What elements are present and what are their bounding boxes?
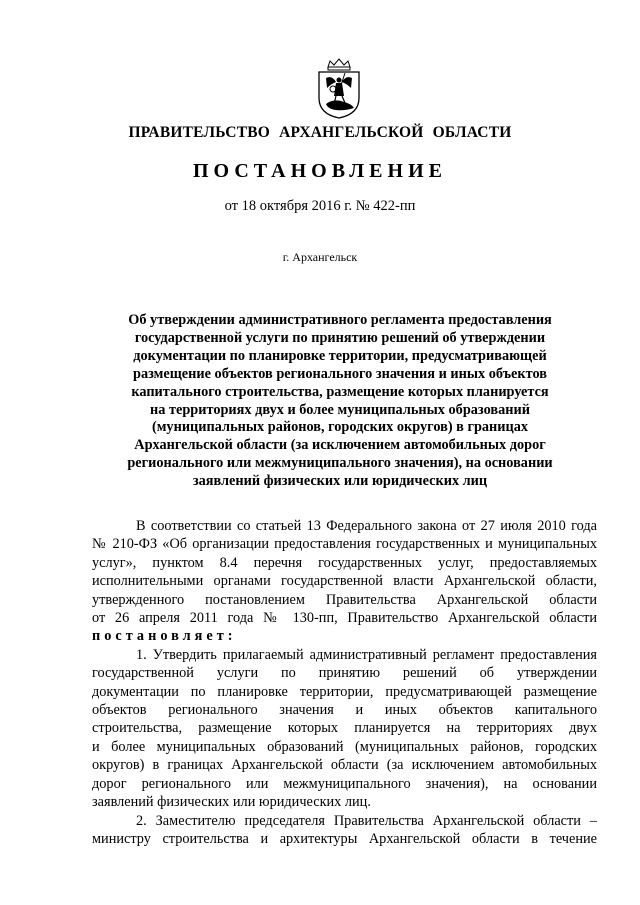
- title-line: капитального строительства, размещение которых планируется: [131, 383, 549, 400]
- title-line: на территориях двух и более муниципальных образований: [150, 401, 530, 418]
- item-1-line: 1. Утвердить прилагаемый административный регламент предоставления: [136, 646, 597, 663]
- resolves-word: постановляет:: [92, 628, 237, 645]
- document-title: [110, 312, 570, 491]
- title-line: государственной услуги по принятию решений об утверждении: [134, 329, 546, 346]
- item-1-line: заявлений физических или юридических лиц.: [92, 794, 371, 811]
- item-1-line: и более муниципальных образований (муниципальных районов, городских: [92, 738, 597, 755]
- preamble-line: исполнительными органами государственной власти Архангельской области,: [92, 573, 597, 590]
- item-1-line: документации по планировке территории, предусматривающей размещение: [92, 683, 597, 700]
- title-line: документации по планировке территории, предусматривающей: [133, 347, 547, 364]
- preamble-line: № 210-ФЗ «Об организации предоставления государственных и муниципальных: [92, 536, 597, 553]
- title-line: Архангельской области (за исключением автомобильных дорог: [134, 437, 546, 454]
- item-1-line: дорог регионального или межмуниципального значения), на основании: [92, 775, 597, 792]
- government-name: ПРАВИТЕЛЬСТВО АРХАНГЕЛЬСКОЙ ОБЛАСТИ: [128, 124, 512, 141]
- item-2-line: министру строительства и архитектуры Архангельской области в течение: [92, 830, 597, 847]
- document-date-number: от 18 октября 2016 г. № 422-пп: [224, 198, 416, 214]
- document-body: [92, 517, 597, 848]
- preamble-line: В соответствии со статьей 13 Федерального закона от 27 июля 2010 года: [136, 518, 597, 534]
- title-line: заявлений физических или юридических лиц: [192, 473, 488, 490]
- title-line: размещение объектов регионального значения и иных объектов: [133, 365, 547, 382]
- document-type: ПОСТАНОВЛЕНИЕ: [193, 160, 447, 182]
- document-city: г. Архангельск: [282, 250, 358, 264]
- title-line: регионального или межмуниципального значения), на основании: [127, 455, 553, 472]
- item-1-line: строительства, размещение которых планируется на территориях двух: [92, 720, 597, 737]
- item-1-line: государственной услуги по принятию решений об утверждении: [92, 665, 597, 682]
- title-line: Об утверждении административного регламента предоставления: [128, 312, 552, 328]
- resolves-line: [92, 627, 597, 645]
- arkhangelsk-coat-of-arms-icon: [314, 58, 364, 120]
- item-2-line: 2. Заместителю председателя Правительства Архангельской области –: [136, 812, 597, 829]
- item-1-line: объектов регионального значения и иных объектов капитального: [92, 702, 597, 719]
- preamble-line: утвержденного постановлением Правительства Архангельской области: [92, 591, 597, 608]
- item-1-line: округов) в границах Архангельской области (за исключением автомобильных: [92, 757, 597, 774]
- preamble-line: услуг», пунктом 8.4 перечня государственных услуг, предоставляемых: [92, 554, 597, 571]
- title-line: (муниципальных районов, городских округов) в границах: [151, 419, 529, 436]
- preamble-line: от 26 апреля 2011 года № 130-пп, Правительство Архангельской области: [92, 610, 597, 627]
